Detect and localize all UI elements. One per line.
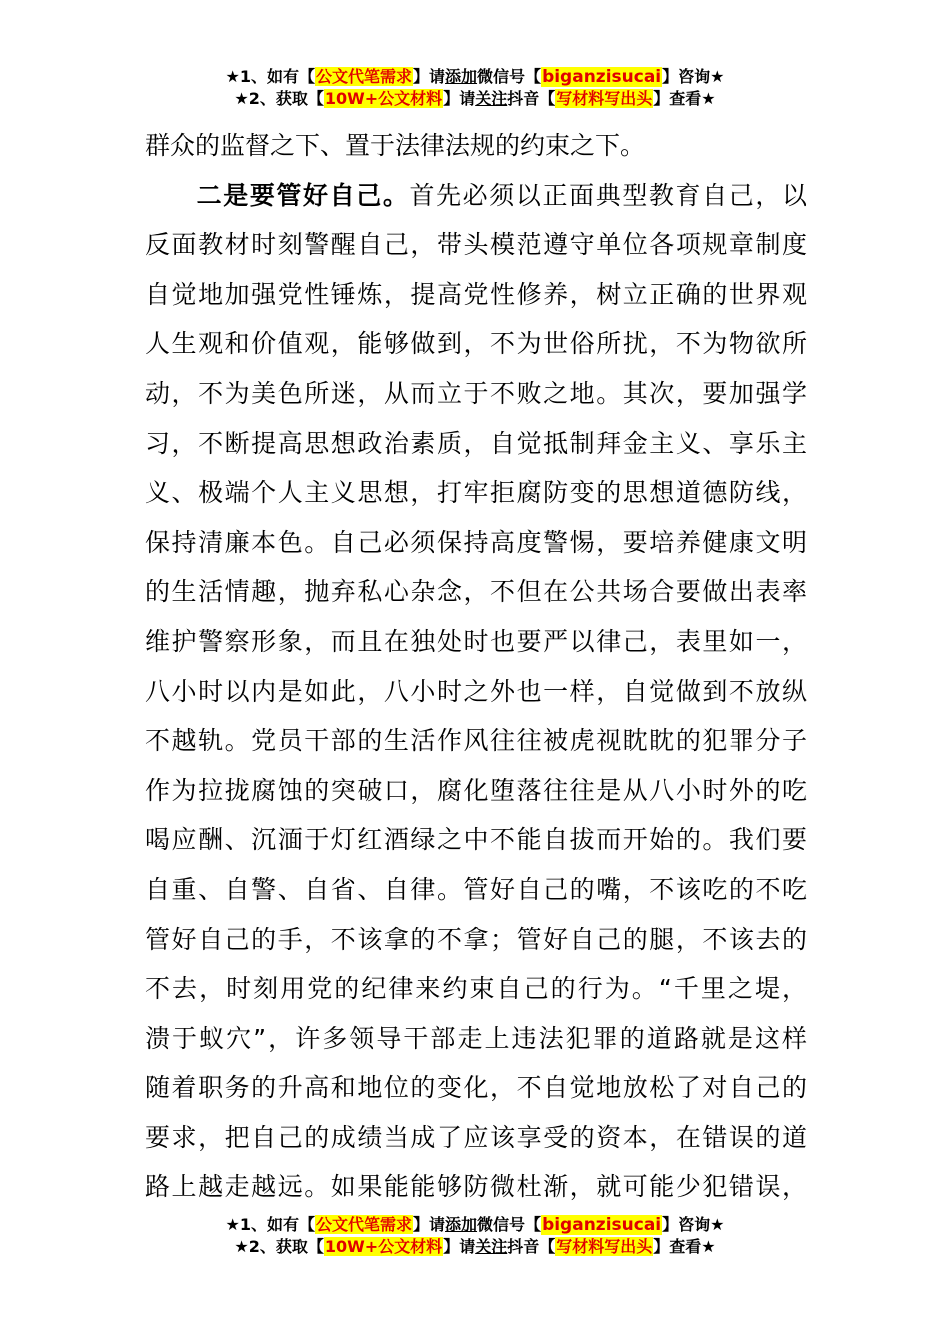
banner-text: 】咨询★ <box>662 1215 725 1234</box>
footer-banner <box>0 1214 950 1258</box>
text-line: 群众的监督之下、置于法律法规的约束之下。 <box>145 131 646 160</box>
banner-text: ★1、如有【 <box>225 1215 315 1234</box>
banner-text: ★2、获取【 <box>234 1237 324 1256</box>
banner-underlined-text: 关注 <box>475 89 508 108</box>
highlight-douyin: 写材料写出头 <box>556 1237 653 1256</box>
text-line: 的生活情趣，抛弃私心杂念，不但在公共场合要做出表率 <box>145 577 807 607</box>
text-line: 八小时以内是如此，八小时之外也一样，自觉做到不放纵 <box>145 676 807 706</box>
header-banner <box>0 66 950 110</box>
text-line: 管好自己的手，不该拿的不拿；管好自己的腿，不该去的 <box>145 924 807 954</box>
text-line: 反面教材时刻警醒自己，带头模范遵守单位各项规章制度 <box>145 230 807 260</box>
text-line: 动，不为美色所迷，从而立于不败之地。其次，要加强学 <box>145 378 807 408</box>
highlight-materials: 10W+公文材料 <box>324 1237 443 1256</box>
text-line: 保持清廉本色。自己必须保持高度警惕，要培养健康文明 <box>145 527 807 557</box>
paragraph-heading: 二是要管好自己。 <box>195 180 410 210</box>
text-line: 义、极端个人主义思想，打牢拒腐防变的思想道德防线， <box>145 478 807 508</box>
banner-underlined-text: 添加 <box>445 1215 478 1234</box>
text-line: 要求，把自己的成绩当成了应该享受的资本，在错误的道 <box>145 1122 807 1152</box>
highlight-wechat-id: biganzisucai <box>542 1215 662 1235</box>
banner-text: 微信号【 <box>477 67 542 86</box>
banner-line-2 <box>0 1236 950 1258</box>
paragraph-2-first-line <box>145 171 807 221</box>
banner-text: 】请 <box>413 1215 446 1234</box>
banner-text: 】请 <box>443 89 476 108</box>
banner-underlined-text: 添加 <box>445 67 478 86</box>
text-line: 人生观和价值观，能够做到，不为世俗所扰，不为物欲所 <box>145 329 807 359</box>
banner-text: 】咨询★ <box>662 67 725 86</box>
text-line: 作为拉拢腐蚀的突破口，腐化堕落往往是从八小时外的吃 <box>145 775 807 805</box>
banner-line-1 <box>0 1214 950 1236</box>
banner-line-1 <box>0 66 950 88</box>
text-line: 溃于蚁穴”，许多领导干部走上违法犯罪的道路就是这样 <box>145 1023 807 1053</box>
text-line: 不去，时刻用党的纪律来约束自己的行为。“千里之堤， <box>145 974 807 1004</box>
highlight-douyin: 写材料写出头 <box>556 89 653 108</box>
banner-text: 】请 <box>443 1237 476 1256</box>
banner-text: ★1、如有【 <box>225 67 315 86</box>
text-line: 随着职务的升高和地位的变化，不自觉地放松了对自己的 <box>145 1073 807 1103</box>
text-line: 自重、自警、自省、自律。管好自己的嘴，不该吃的不吃 <box>145 874 807 904</box>
banner-text: ★2、获取【 <box>234 89 324 108</box>
text-line: 喝应酬、沉湎于灯红酒绿之中不能自拔而开始的。我们要 <box>145 825 807 855</box>
highlight-wechat-id: biganzisucai <box>542 67 662 87</box>
banner-text: 抖音【 <box>507 89 556 108</box>
text-line: 不越轨。党员干部的生活作风往往被虎视眈眈的犯罪分子 <box>145 726 807 756</box>
highlight-materials: 10W+公文材料 <box>324 89 443 108</box>
text-line: 自觉地加强党性锤炼，提高党性修养，树立正确的世界观 <box>145 279 807 309</box>
banner-underlined-text: 关注 <box>475 1237 508 1256</box>
banner-text: 抖音【 <box>507 1237 556 1256</box>
highlight-service: 公文代笔需求 <box>316 1215 413 1234</box>
banner-text: 】查看★ <box>653 89 716 108</box>
text-line: 路上越走越远。如果能能够防微杜渐，就可能少犯错误， <box>145 1172 807 1202</box>
text-line: 习，不断提高思想政治素质，自觉抵制拜金主义、享乐主 <box>145 428 807 458</box>
text-line: 首先必须以正面典型教育自己，以 <box>409 180 807 210</box>
banner-text: 】查看★ <box>653 1237 716 1256</box>
highlight-service: 公文代笔需求 <box>316 67 413 86</box>
text-line: 维护警察形象，而且在独处时也要严以律己，表里如一， <box>145 626 807 656</box>
banner-text: 】请 <box>413 67 446 86</box>
banner-text: 微信号【 <box>477 1215 542 1234</box>
document-body <box>145 121 807 1212</box>
banner-line-2 <box>0 88 950 110</box>
